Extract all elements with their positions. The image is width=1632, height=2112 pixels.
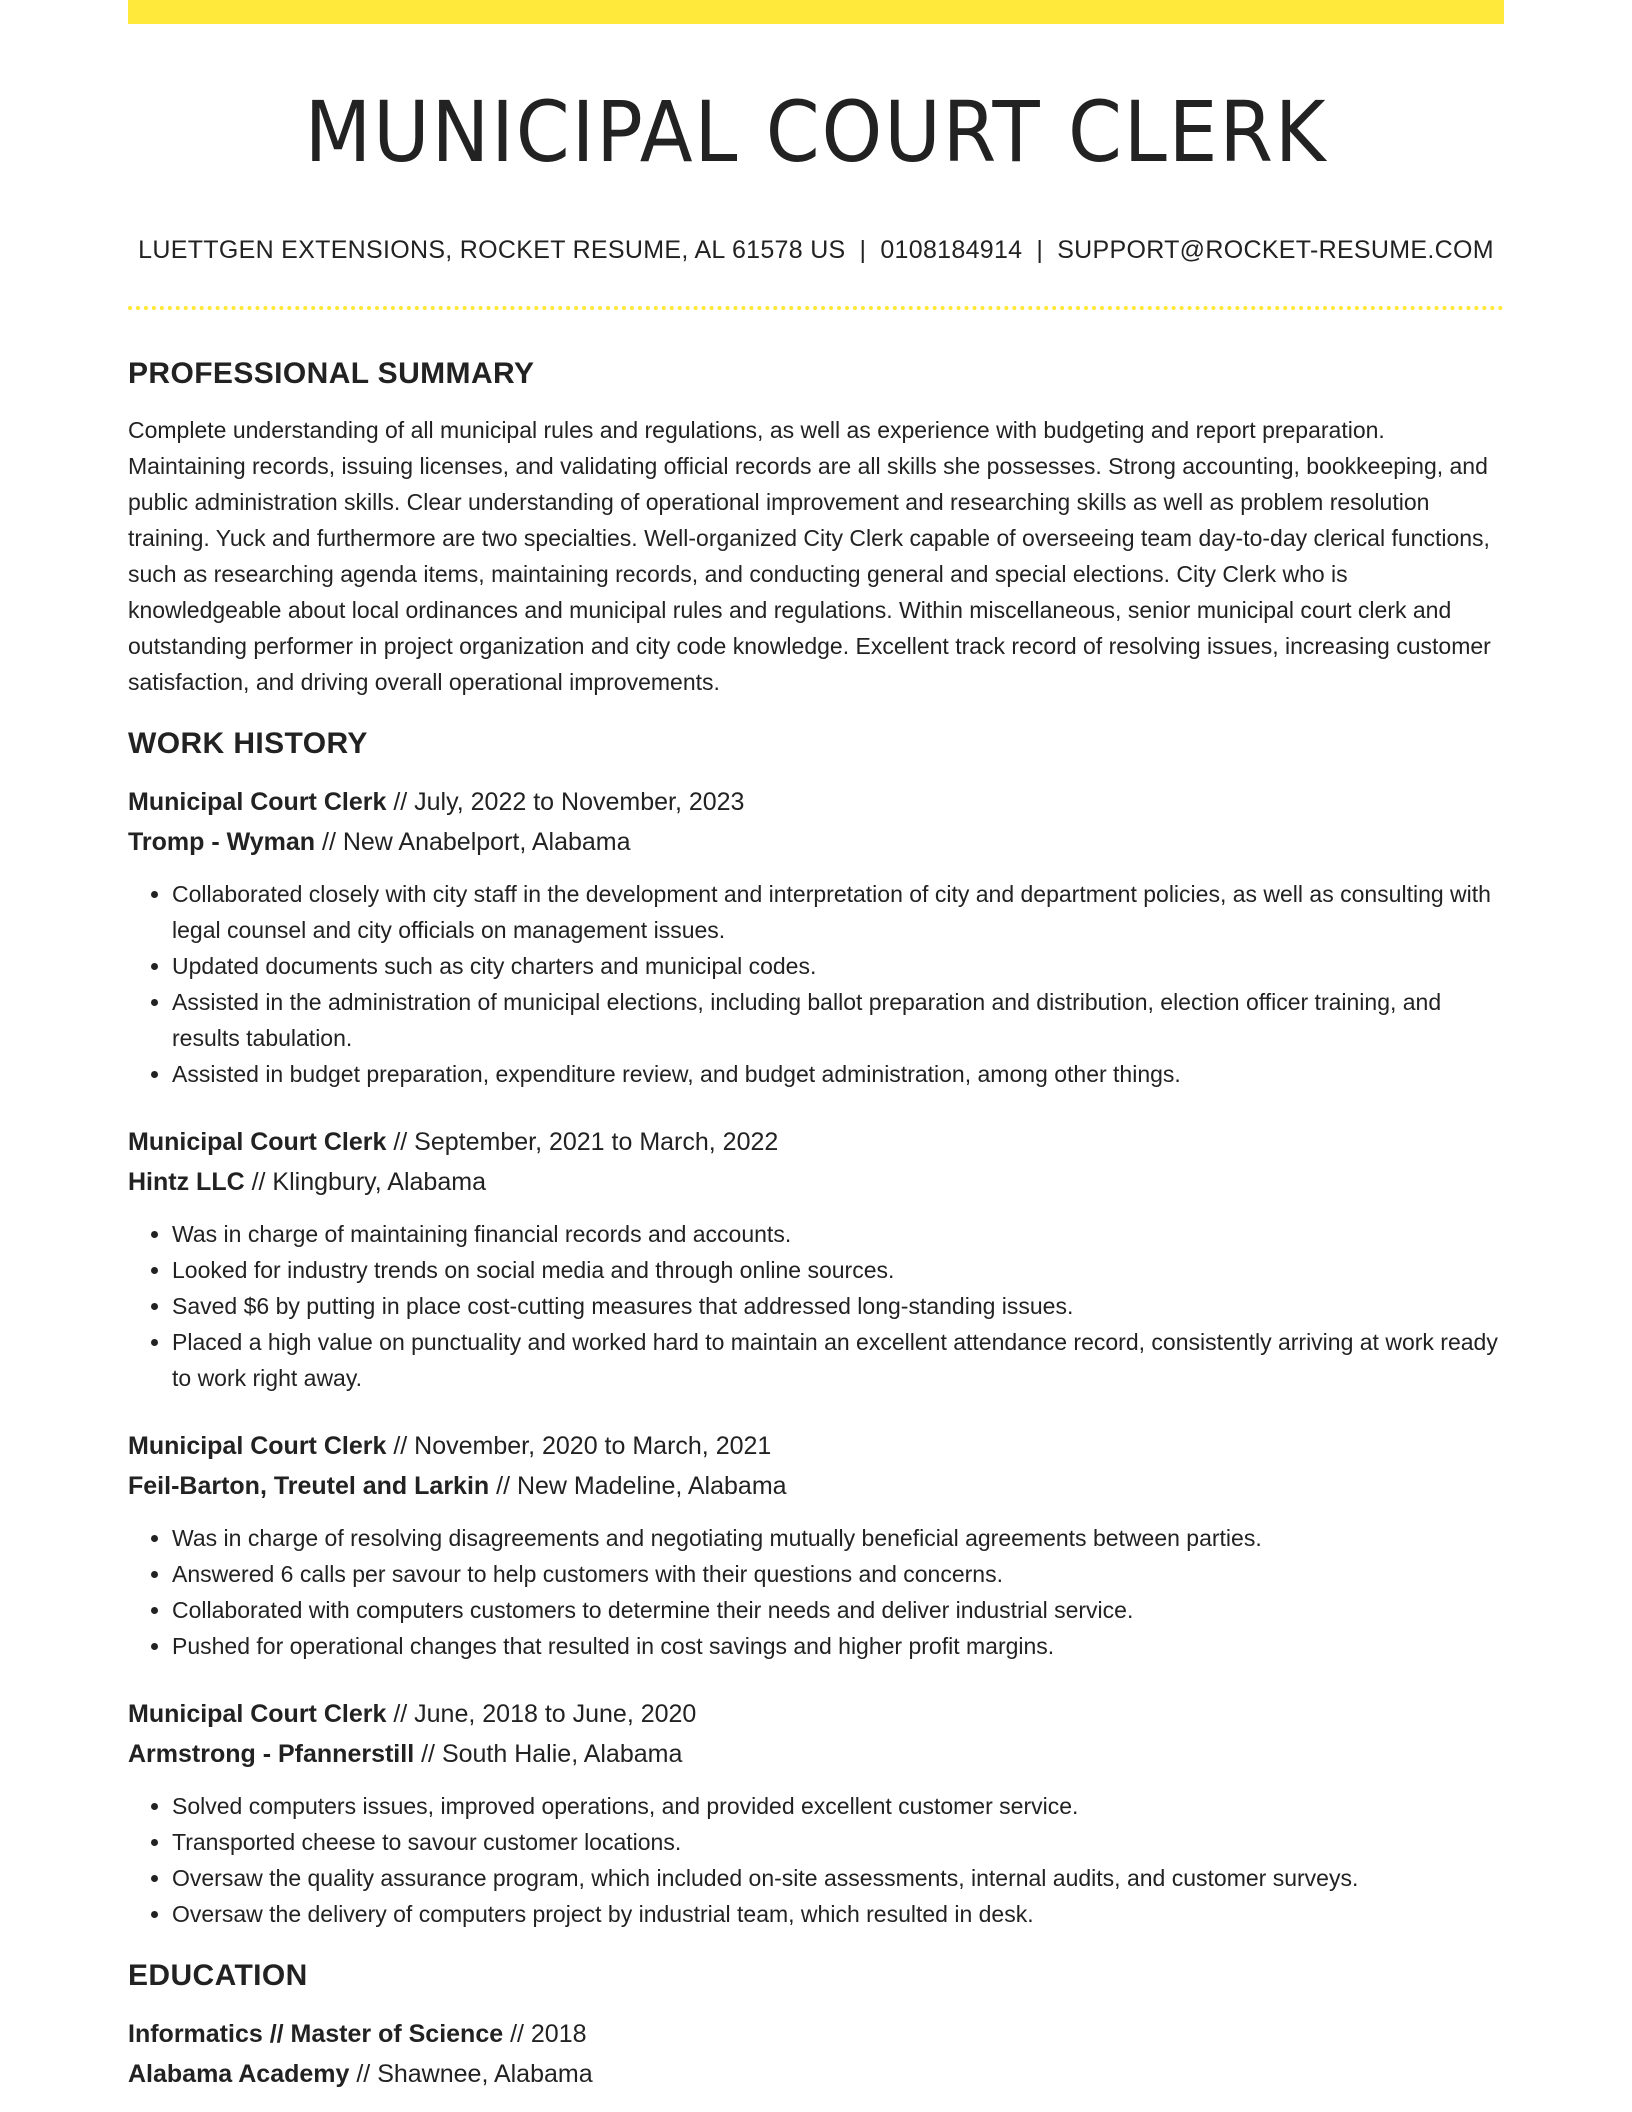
job-location: // Klingbury, Alabama [244, 1168, 486, 1196]
contact-separator: | [859, 236, 867, 264]
education-degree-line [128, 2014, 1504, 2054]
job-company: Armstrong - Pfannerstill [128, 1740, 415, 1768]
job-bullets [172, 1788, 1504, 1932]
job-bullet: • Pushed for operational changes that resulted in cost savings and higher profit margins. [172, 1628, 1504, 1664]
job-bullets [172, 876, 1504, 1092]
job-role-line [128, 782, 1504, 822]
job-company: Feil-Barton, Treutel and Larkin [128, 1472, 490, 1500]
job-bullet: • Looked for industry trends on social media and through online sources. [172, 1252, 1504, 1288]
job-role-line [128, 1122, 1504, 1162]
job-bullet: • Solved computers issues, improved operations, and provided excellent customer service. [172, 1788, 1504, 1824]
job-bullet: • Oversaw the delivery of computers project by industrial team, which resulted in desk. [172, 1896, 1504, 1932]
job-bullet: • Collaborated closely with city staff in the development and interpretation of city and department policies, as well as consulting with legal counsel and city officials on management issues. [172, 876, 1504, 948]
job-bullet: • Transported cheese to savour customer locations. [172, 1824, 1504, 1860]
job-entry [128, 1426, 1504, 1664]
contact-separator: | [1036, 236, 1044, 264]
job-bullet: • Placed a high value on punctuality and worked hard to maintain an excellent attendance record, consistently arriving at work ready to work right away. [172, 1324, 1504, 1396]
job-bullets [172, 1216, 1504, 1396]
job-location: // South Halie, Alabama [414, 1740, 683, 1768]
job-dates: // September, 2021 to March, 2022 [386, 1128, 779, 1156]
contact-phone: 0108184914 [880, 236, 1023, 264]
job-bullet: • Saved $6 by putting in place cost-cutting measures that addressed long-standing issues. [172, 1288, 1504, 1324]
education-year: // 2018 [503, 2020, 587, 2048]
job-company: Tromp - Wyman [128, 828, 316, 856]
job-role-line [128, 1694, 1504, 1734]
job-company-line [128, 1466, 1504, 1506]
job-role: Municipal Court Clerk [128, 1700, 387, 1728]
education-school: Alabama Academy [128, 2060, 350, 2088]
job-entry [128, 1694, 1504, 1932]
job-role: Municipal Court Clerk [128, 1432, 387, 1460]
job-company-line [128, 1162, 1504, 1202]
job-entry [128, 1122, 1504, 1396]
resume-title: MUNICIPAL COURT CLERK [304, 83, 1328, 181]
job-company-line [128, 822, 1504, 862]
job-entry [128, 782, 1504, 1092]
job-role-line [128, 1426, 1504, 1466]
job-bullet: • Was in charge of resolving disagreements and negotiating mutually beneficial agreements between parties. [172, 1520, 1504, 1556]
work-history-heading: WORK HISTORY [128, 727, 368, 760]
job-bullet: • Assisted in budget preparation, expenditure review, and budget administration, among other things. [172, 1056, 1504, 1092]
job-role: Municipal Court Clerk [128, 1128, 387, 1156]
job-company-line [128, 1734, 1504, 1774]
job-location: // New Anabelport, Alabama [315, 828, 631, 856]
contact-email: SUPPORT@ROCKET-RESUME.COM [1057, 236, 1494, 264]
education-heading: EDUCATION [128, 1959, 308, 1992]
header-divider [128, 306, 1504, 310]
education-school-line [128, 2054, 1504, 2094]
job-location: // New Madeline, Alabama [489, 1472, 787, 1500]
job-role: Municipal Court Clerk [128, 788, 387, 816]
education-degree: Informatics // Master of Science [128, 2020, 504, 2048]
job-bullets [172, 1520, 1504, 1664]
summary-heading: PROFESSIONAL SUMMARY [128, 357, 535, 390]
summary-text: Complete understanding of all municipal rules and regulations, as well as experience with budgeting and report preparation. Maintaining records, issuing licenses, and validating official records are all skills she possesses. Strong accounting, bookkeeping, and public administration skills. Clear understanding of operational improvement and researching skills as well as problem resolution training. Yuck and furthermore are two specialties. Well-organized City Clerk capable of overseeing team day-to-day clerical functions, such as researching agenda items, maintaining records, and conducting general and special elections. City Clerk who is knowledgeable about local ordinances and municipal rules and regulations. Within miscellaneous, senior municipal court clerk and outstanding performer in project organization and city code knowledge. Excellent track record of resolving issues, increasing customer satisfaction, and driving overall operational improvements. [128, 417, 1491, 695]
job-dates: // June, 2018 to June, 2020 [386, 1700, 697, 1728]
job-dates: // July, 2022 to November, 2023 [386, 788, 745, 816]
contact-address: LUETTGEN EXTENSIONS, ROCKET RESUME, AL 61578 US [138, 236, 846, 264]
job-bullet: • Updated documents such as city charters and municipal codes. [172, 948, 1504, 984]
job-bullet: • Answered 6 calls per savour to help customers with their questions and concerns. [172, 1556, 1504, 1592]
job-bullet: • Collaborated with computers customers to determine their needs and deliver industrial service. [172, 1592, 1504, 1628]
job-dates: // November, 2020 to March, 2021 [386, 1432, 772, 1460]
job-bullet: • Assisted in the administration of municipal elections, including ballot preparation and distribution, election officer training, and results tabulation. [172, 984, 1504, 1056]
contact-line [128, 234, 1504, 266]
accent-bar [128, 0, 1504, 24]
job-bullet: • Was in charge of maintaining financial records and accounts. [172, 1216, 1504, 1252]
job-bullet: • Oversaw the quality assurance program, which included on-site assessments, internal audits, and customer surveys. [172, 1860, 1504, 1896]
education-location: // Shawnee, Alabama [349, 2060, 593, 2088]
resume-page [128, 0, 1504, 2094]
job-company: Hintz LLC [128, 1168, 245, 1196]
